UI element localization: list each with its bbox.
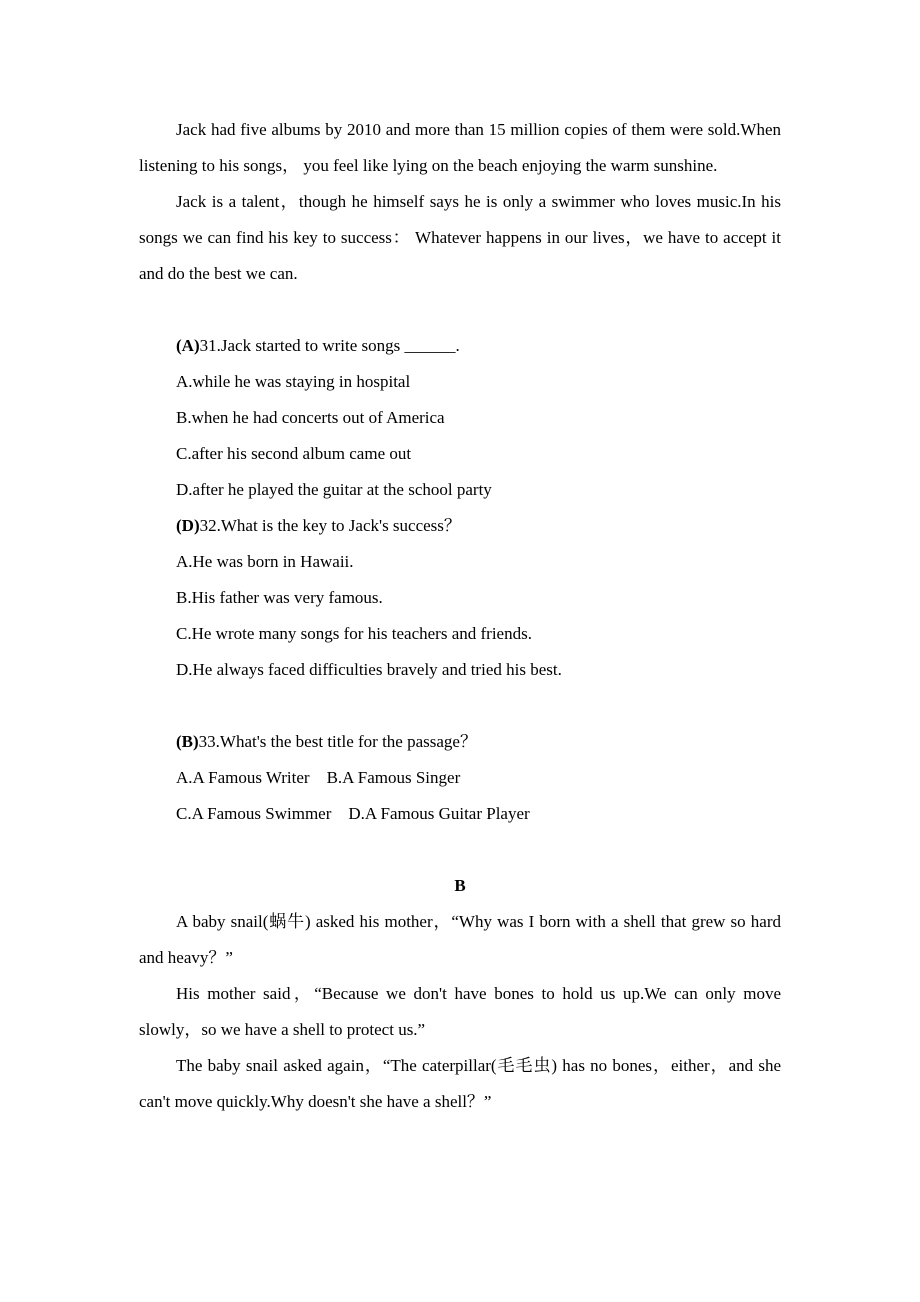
- option-c: C.after his second album came out: [176, 444, 412, 463]
- options-row-1: A.A Famous Writer B.A Famous Singer: [176, 768, 461, 787]
- option-b: B.when he had concerts out of America: [176, 408, 445, 427]
- passage-b-paragraph-2: His mother said，“Because we don't have bones to hold us up.We can only move slowly，so we have a shell to protect us.”: [139, 984, 781, 1039]
- answer-key: (A): [176, 336, 200, 355]
- options-row-2: C.A Famous Swimmer D.A Famous Guitar Player: [176, 804, 530, 823]
- option-c: C.He wrote many songs for his teachers and friends.: [176, 624, 532, 643]
- option-a: A.He was born in Hawaii.: [176, 552, 354, 571]
- passage-b-paragraph-3: The baby snail asked again，“The caterpillar(毛毛虫) has no bones，either，and she can't move quickly.Why doesn't she have a shell？”: [139, 1056, 781, 1111]
- passage-b-paragraph-1: A baby snail(蜗牛) asked his mother，“Why was I born with a shell that grew so hard and heavy？”: [139, 912, 781, 967]
- question-32: [139, 508, 781, 688]
- option-d: D.after he played the guitar at the school party: [176, 480, 492, 499]
- spacer: [139, 832, 781, 868]
- passage-a-paragraph-2: Jack is a talent，though he himself says he is only a swimmer who loves music.In his songs we can find his key to success： Whatever happens in our lives，we have to accept it and do the best we can.: [139, 192, 781, 283]
- question-stem: [139, 328, 781, 364]
- option-b: B.His father was very famous.: [176, 588, 383, 607]
- question-text: 31.Jack started to write songs ______.: [199, 336, 460, 355]
- question-stem: [139, 508, 781, 544]
- question-33: [139, 724, 781, 832]
- question-stem: [139, 724, 781, 760]
- document-page: [139, 112, 781, 1120]
- question-text: 33.What's the best title for the passage？: [198, 732, 477, 751]
- question-31: [139, 328, 781, 508]
- spacer: [139, 292, 781, 328]
- answer-key: (B): [176, 732, 199, 751]
- option-d: D.He always faced difficulties bravely and tried his best.: [176, 660, 562, 679]
- spacer: [139, 688, 781, 724]
- section-b-heading: B: [454, 876, 466, 895]
- answer-key: (D): [176, 516, 200, 535]
- passage-a-paragraph-1: Jack had five albums by 2010 and more than 15 million copies of them were sold.When listening to his songs， you feel like lying on the beach enjoying the warm sunshine.: [139, 120, 781, 175]
- question-text: 32.What is the key to Jack's success？: [199, 516, 461, 535]
- option-a: A.while he was staying in hospital: [176, 372, 411, 391]
